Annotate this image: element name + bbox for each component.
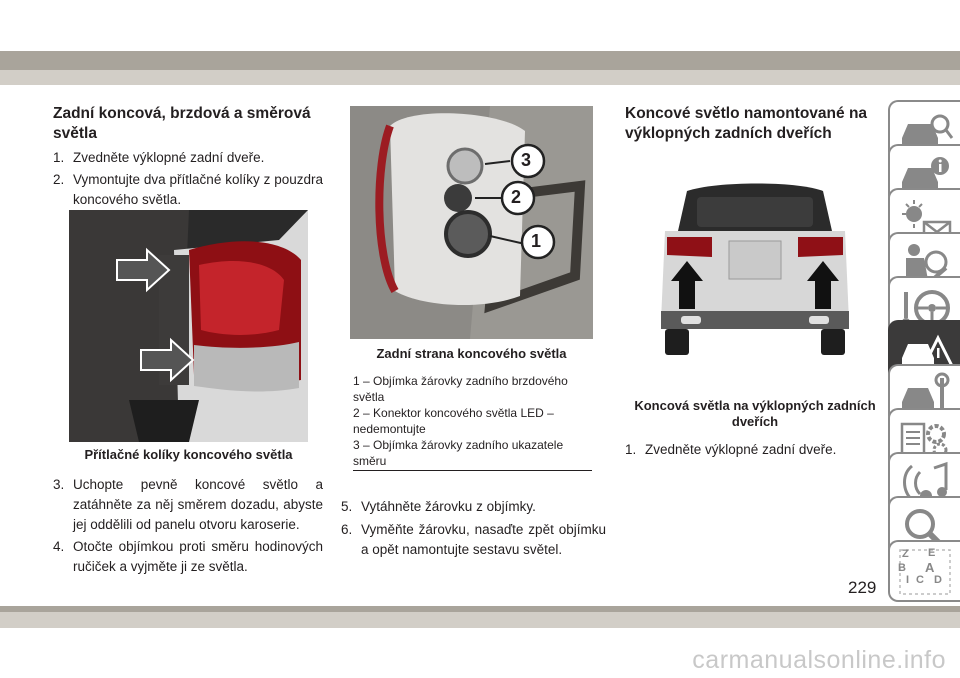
callout-3: 3 [521, 150, 532, 170]
step-text: Vymontujte dva přítlačné kolíky z pouzdra koncového světla. [73, 172, 323, 207]
step-item [625, 440, 875, 460]
figure-caption: Zadní strana koncového světla [376, 346, 567, 361]
callout-2: 2 [511, 187, 522, 207]
step-text: Vyměňte žárovku, nasaďte zpět objímku a opět namontujte sestavu světel. [361, 522, 606, 557]
index-letter: E [928, 547, 936, 559]
step-number: 1. [625, 442, 637, 457]
step-number: 3. [53, 477, 65, 492]
step-text: Zvedněte výklopné zadní dveře. [645, 442, 837, 457]
figure-caption: Koncová světla na výklopných zadních dveřích [634, 398, 876, 429]
step-number: 1. [53, 150, 65, 165]
step-text: Zvedněte výklopné zadní dveře. [73, 150, 265, 165]
step-number: 2. [53, 172, 65, 187]
figure-caption: Přítlačné kolíky koncového světla [84, 447, 293, 462]
section-heading-left: Zadní koncová, brzdová a směrová světla [53, 105, 311, 142]
index-letter: C [916, 574, 924, 586]
top-header-band-dark [0, 51, 960, 70]
tail-light-back-photo [350, 106, 593, 339]
step-text: Uchopte pevně koncové světlo a zatáhněte za něj směrem dozadu, abyste jej oddělili od panelu otvoru karoserie. [73, 477, 323, 532]
footer-band-light [0, 612, 960, 628]
legend-item: 1 – Objímka žárovky zadního brzdového světla [353, 374, 568, 404]
index-letter: D [934, 574, 942, 586]
index-letter: I [906, 574, 910, 586]
step-item [53, 148, 323, 168]
legend-item: 3 – Objímka žárovky zadního ukazatele směru [353, 438, 564, 468]
watermark-text: carmanualsonline.info [692, 646, 946, 674]
callout-1: 1 [531, 231, 542, 251]
step-item [341, 520, 606, 560]
step-text: Vytáhněte žárovku z objímky. [361, 499, 536, 514]
liftgate-lights-photo [657, 181, 853, 358]
legend-divider [353, 470, 592, 471]
step-number: 5. [341, 499, 353, 514]
tail-light-pins-photo [69, 210, 308, 442]
section-heading-right: Koncové světlo namontované na výklopných zadních dveřích [625, 105, 868, 142]
page-number: 229 [848, 578, 877, 597]
step-item [53, 170, 323, 210]
step-text: Otočte objímkou proti směru hodinových ručiček a vyjměte ji ze světla. [73, 539, 323, 574]
index-letter: Z [902, 548, 909, 560]
chapter-tab[interactable] [888, 540, 960, 602]
step-number: 6. [341, 522, 353, 537]
step-item [341, 497, 606, 517]
index-letter: B [898, 562, 906, 574]
legend-item: 2 – Konektor koncového světla LED – nedemontujte [353, 406, 554, 436]
step-item [53, 537, 323, 577]
index-letter: A [925, 560, 935, 575]
top-header-band-light [0, 70, 960, 85]
step-number: 4. [53, 539, 65, 554]
step-item [53, 475, 323, 535]
